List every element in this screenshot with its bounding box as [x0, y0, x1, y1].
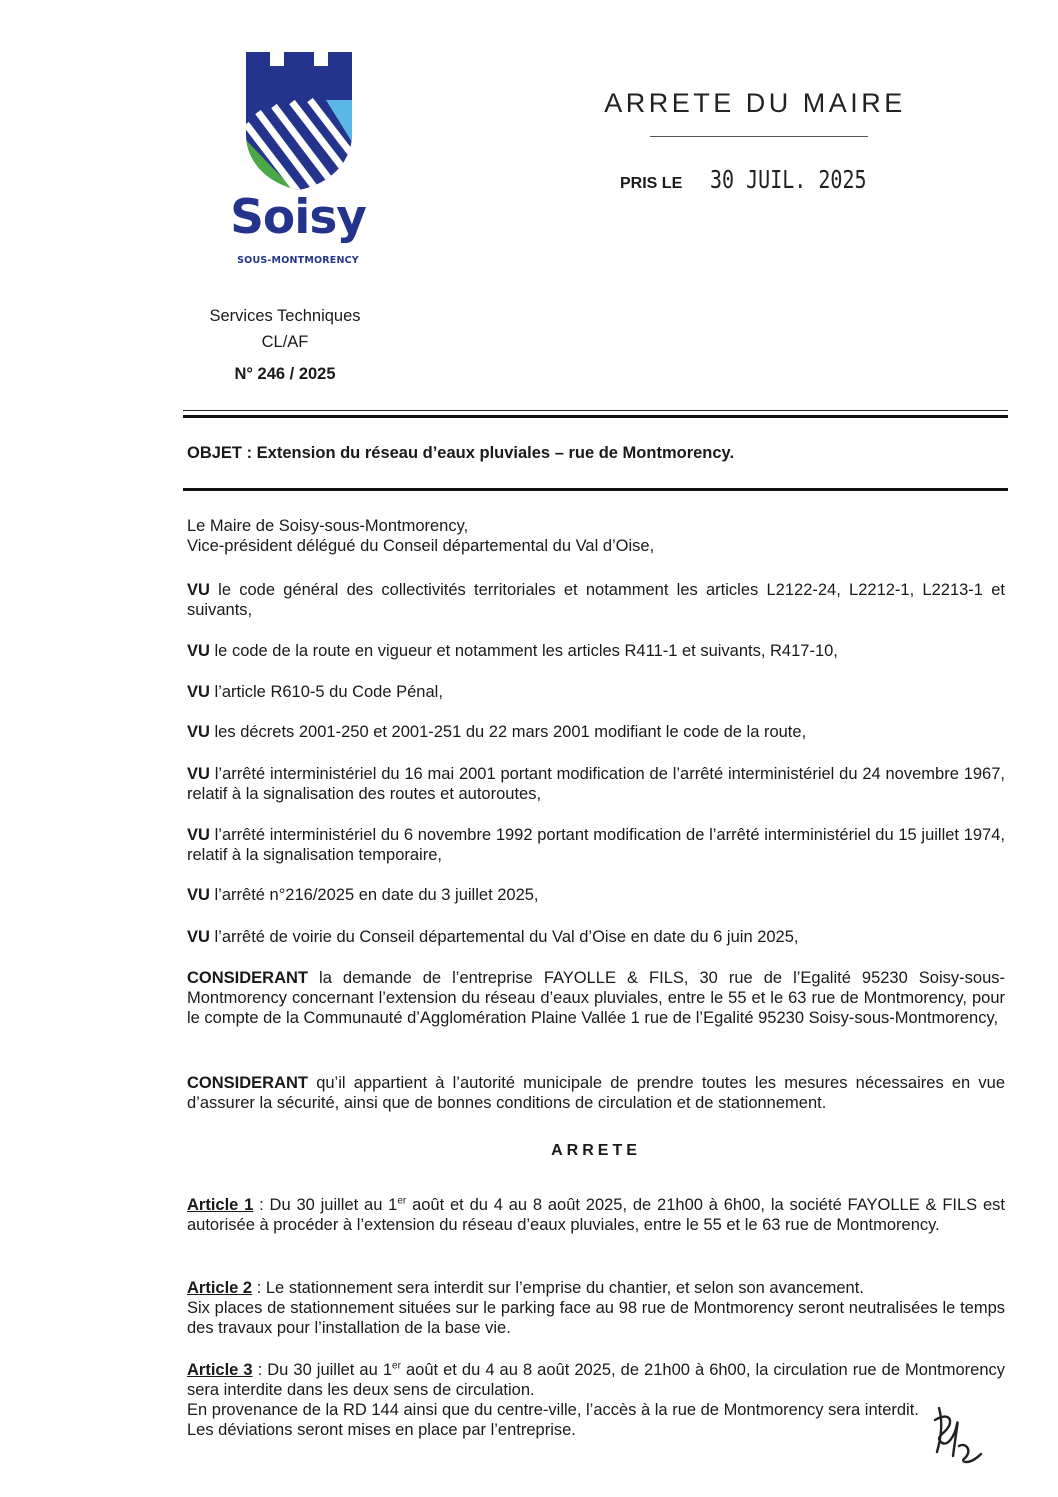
vu-keyword: VU: [187, 683, 210, 701]
vu-paragraph: [187, 927, 1005, 947]
article-text: : Du 30 juillet au 1: [252, 1361, 393, 1379]
vu-paragraph: [187, 722, 1005, 742]
article-label: Article 3: [187, 1361, 253, 1379]
date-stamp: 30 JUIL. 2025: [710, 165, 867, 194]
article-3: [187, 1360, 1005, 1440]
intro-line: Vice-président délégué du Conseil départemental du Val d’Oise,: [187, 537, 655, 555]
date-label: PRIS LE: [620, 175, 683, 192]
vu-text: l’arrêté interministériel du 6 novembre 1992 portant modification de l’arrêté interministériel du 15 juillet 1974, relatif à la signalisation temporaire,: [187, 826, 1005, 864]
article-text: : Du 30 juillet au 1: [253, 1196, 398, 1214]
vu-paragraph: [187, 764, 1005, 804]
considerant-text: la demande de l’entreprise FAYOLLE & FILS, 30 rue de l’Egalité 95230 Soisy-sous-Montmorency concernant l’extension du réseau d’eaux pluviales, entre le 55 et le 63 rue de Montmorency, pour le compte de la Communauté d’Agglomération Plaine Vallée 1 rue de l’Egalité 95230 Soisy-sous-Montmorency,: [187, 969, 1005, 1027]
article-text: En provenance de la RD 144 ainsi que du centre-ville, l’accès à la rue de Montmorency sera interdit.: [187, 1401, 919, 1419]
article-text: août et du 4 au 8 août 2025, de 21h00 à 6h00, la circulation rue de Montmorency sera interdite dans les deux sens de circulation.: [187, 1361, 1005, 1399]
service-code: CL/AF: [261, 333, 309, 351]
article-2: [187, 1278, 1005, 1338]
superscript: er: [397, 1195, 407, 1207]
vu-keyword: VU: [187, 826, 210, 844]
subject-line: OBJET : Extension du réseau d’eaux pluviales – rue de Montmorency.: [187, 444, 735, 462]
intro-line: Le Maire de Soisy-sous-Montmorency,: [187, 517, 469, 535]
title-underline: [650, 136, 868, 137]
article-text: Les déviations seront mises en place par l’entreprise.: [187, 1421, 576, 1439]
vu-paragraph: [187, 885, 1005, 905]
considerant-keyword: CONSIDERANT: [187, 969, 309, 987]
vu-paragraph: [187, 641, 1005, 661]
vu-keyword: VU: [187, 886, 210, 904]
logo-subtitle: SOUS-MONTMORENCY: [237, 255, 359, 266]
logo-wordmark: Soisy: [230, 190, 366, 245]
vu-keyword: VU: [187, 765, 210, 783]
vu-paragraph: [187, 682, 1005, 702]
city-logo-emblem: [246, 52, 352, 192]
vu-text: le code général des collectivités territoriales et notamment les articles L2122-24, L2212-1, L2213-1 et suivants,: [187, 581, 1005, 619]
vu-text: le code de la route en vigueur et notamment les articles R411-1 et suivants, R417-10,: [214, 642, 838, 660]
initials-signature: [925, 1400, 995, 1472]
article-label: Article 1: [187, 1196, 254, 1214]
considerant-keyword: CONSIDERANT: [187, 1074, 309, 1092]
article-label: Article 2: [187, 1279, 253, 1297]
vu-text: l’arrêté n°216/2025 en date du 3 juillet 2025,: [214, 886, 539, 904]
document-title: ARRETE DU MAIRE: [604, 88, 906, 118]
vu-text: les décrets 2001-250 et 2001-251 du 22 mars 2001 modifiant le code de la route,: [214, 723, 807, 741]
article-text: Six places de stationnement situées sur le parking face au 98 rue de Montmorency seront neutralisées le temps des travaux pour l’installation de la base vie.: [187, 1299, 1005, 1337]
vu-paragraph: [187, 825, 1005, 865]
vu-keyword: VU: [187, 723, 210, 741]
vu-text: l’article R610-5 du Code Pénal,: [214, 683, 443, 701]
vu-text: l’arrêté interministériel du 16 mai 2001 portant modification de l’arrêté interministériel du 24 novembre 1967, relatif à la signalisation des routes et autoroutes,: [187, 765, 1005, 803]
intro-block: [187, 516, 1005, 556]
service-name: Services Techniques: [209, 307, 361, 325]
divider: [183, 410, 1008, 411]
superscript: er: [392, 1360, 401, 1372]
considerant-text: qu’il appartient à l’autorité municipale de prendre toutes les mesures nécessaires en vue d’assurer la sécurité, ainsi que de bonnes conditions de circulation et de stationnement.: [187, 1074, 1005, 1112]
considerant-paragraph: [187, 968, 1005, 1028]
vu-keyword: VU: [187, 581, 210, 599]
vu-text: l’arrêté de voirie du Conseil départemental du Val d’Oise en date du 6 juin 2025,: [214, 928, 799, 946]
divider: [183, 488, 1008, 491]
vu-keyword: VU: [187, 642, 210, 660]
reference-number: N° 246 / 2025: [234, 365, 336, 383]
vu-paragraph: [187, 580, 1005, 620]
article-text: : Le stationnement sera interdit sur l’emprise du chantier, et selon son avancement.: [252, 1279, 864, 1297]
article-text: août et du 4 au 8 août 2025, de 21h00 à 6h00, la société FAYOLLE & FILS est autorisée à procéder à l’extension du réseau d’eaux pluviales, entre le 55 et le 63 rue de Montmorency.: [187, 1196, 1005, 1234]
vu-keyword: VU: [187, 928, 210, 946]
divider: [183, 415, 1008, 418]
decision-heading: ARRETE: [551, 1142, 641, 1159]
considerant-paragraph: [187, 1073, 1005, 1113]
article-1: [187, 1195, 1005, 1235]
